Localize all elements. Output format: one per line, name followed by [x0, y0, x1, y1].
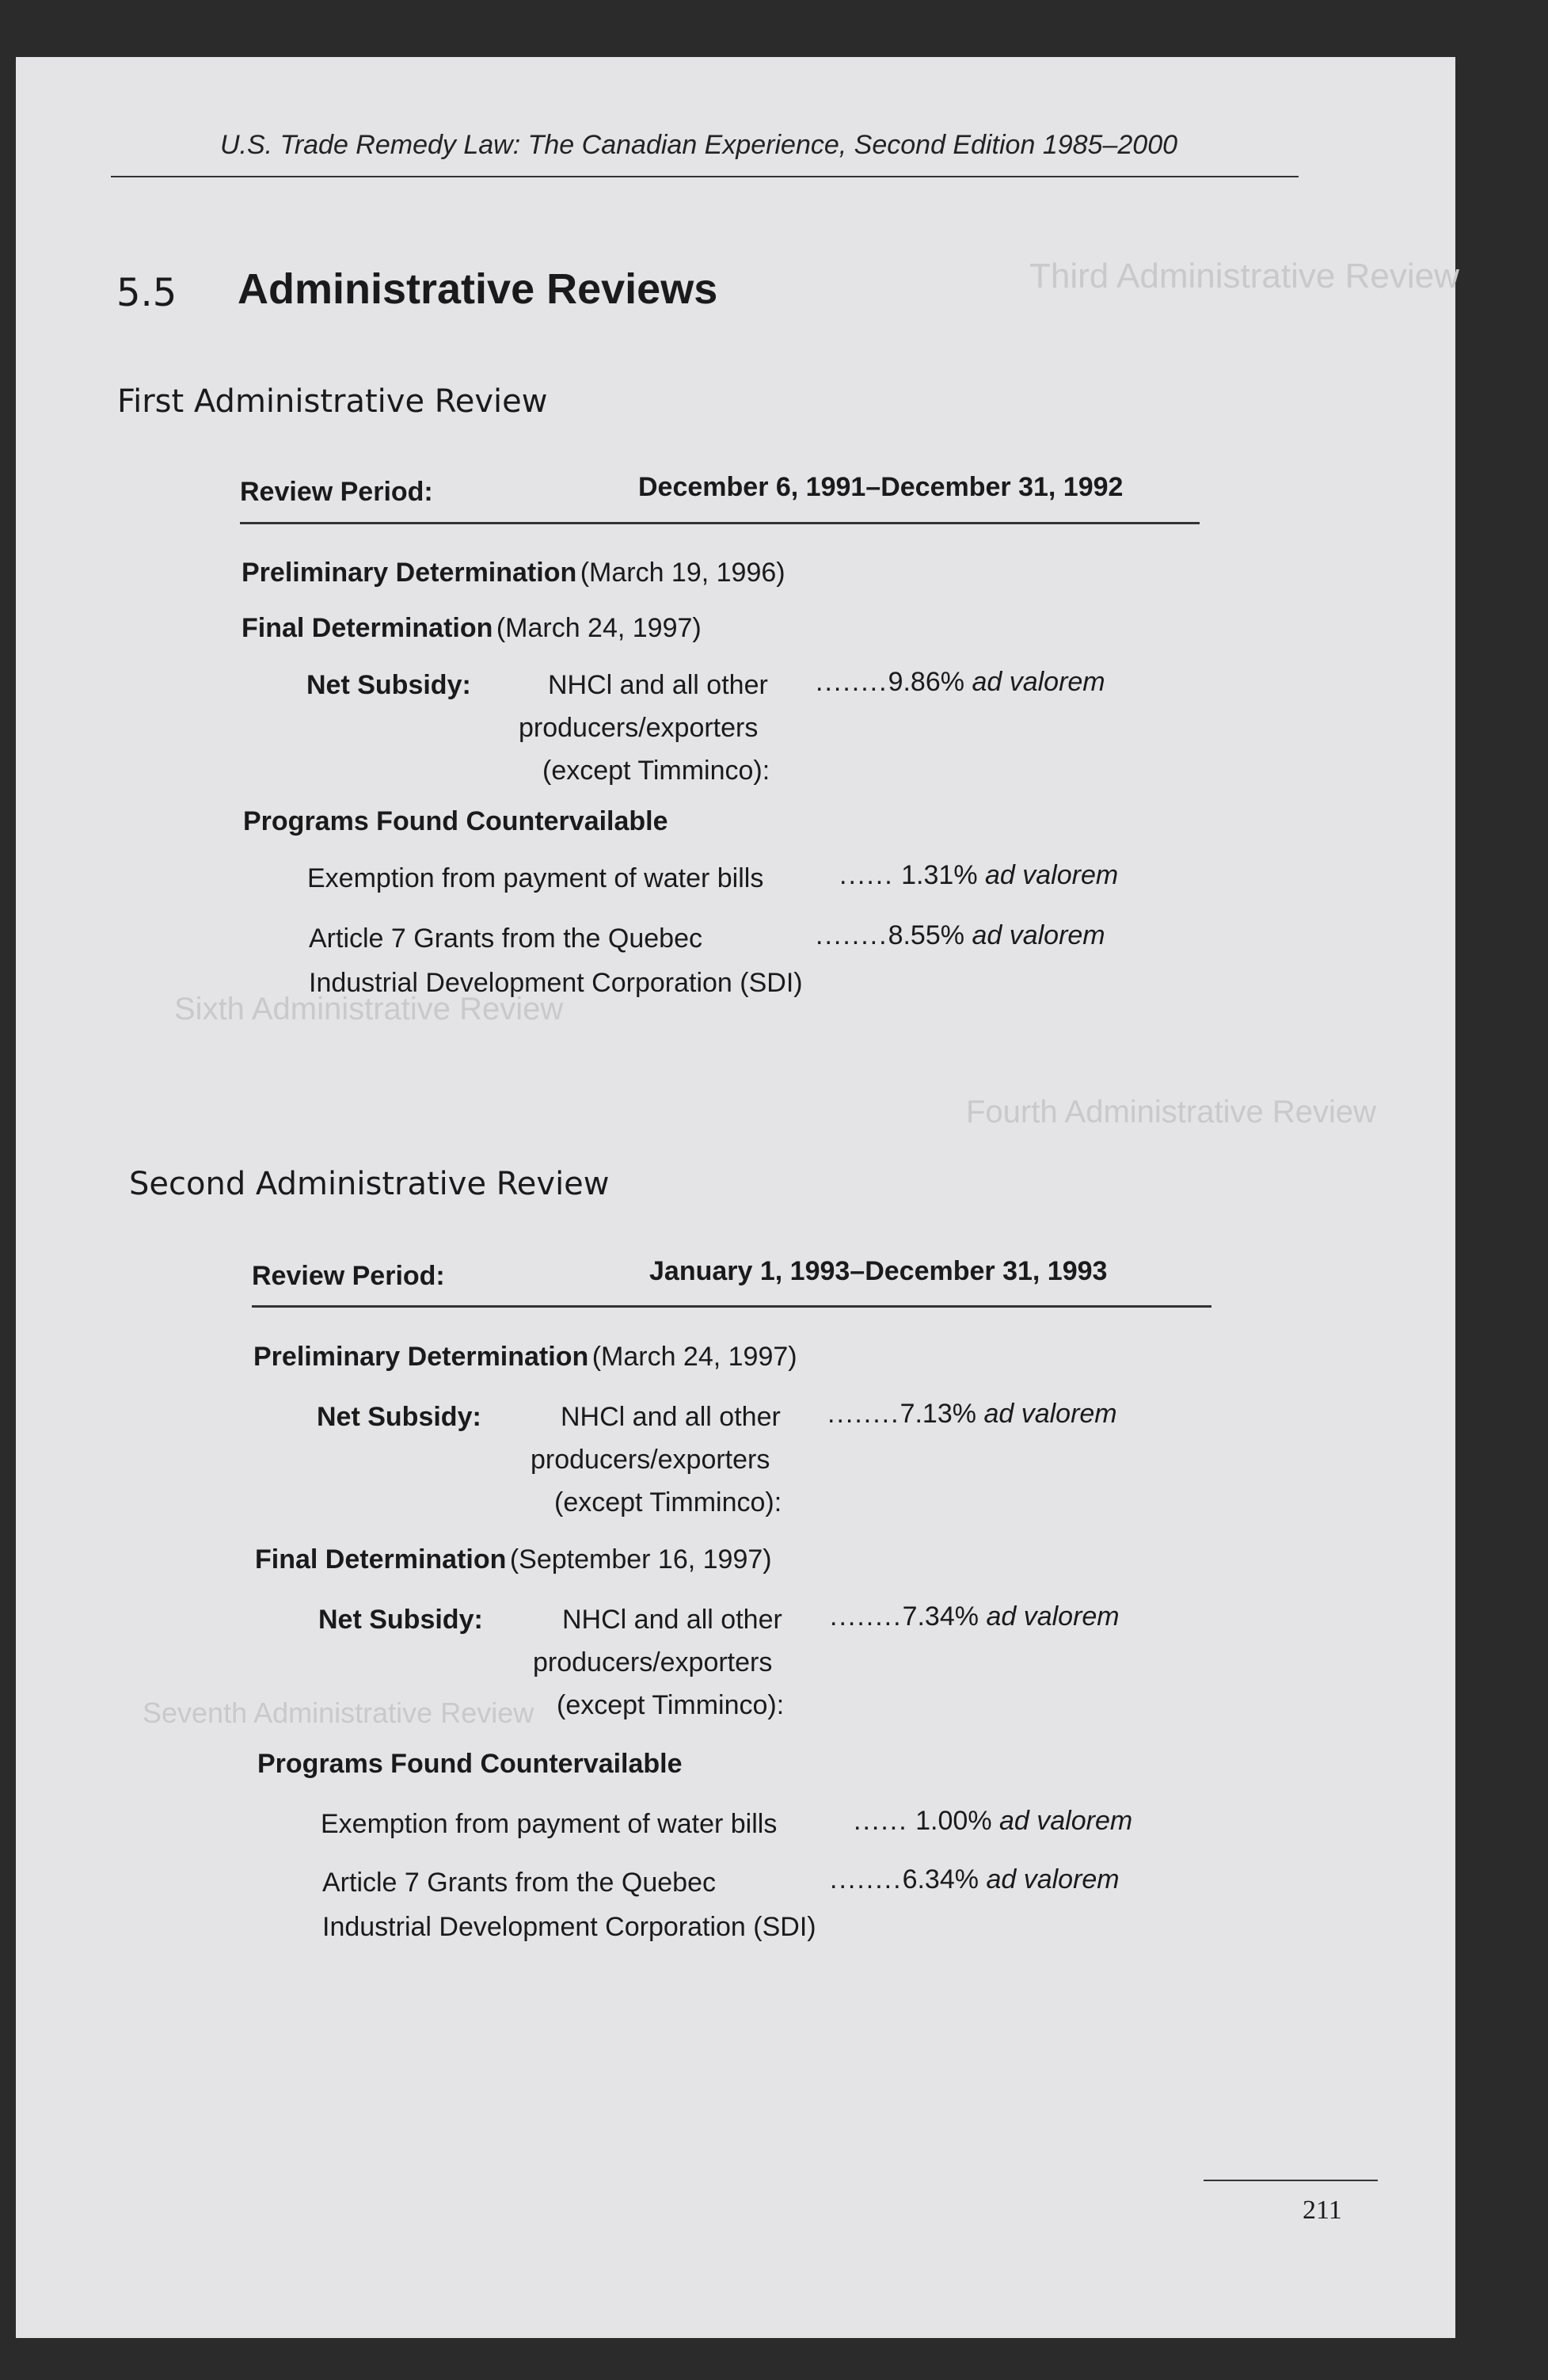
prog1-rate: 1.00%: [915, 1806, 992, 1836]
first-net-rate-line: [816, 667, 1105, 698]
show-through-text: Seventh Administrative Review: [143, 1696, 534, 1729]
prelim-date: (March 24, 1997): [591, 1342, 797, 1372]
second-final-determination: [255, 1544, 772, 1575]
second-review-period-label: Review Period:: [252, 1261, 445, 1291]
first-programs-label: Programs Found Countervailable: [243, 806, 668, 836]
ad-valorem: ad valorem: [972, 920, 1105, 950]
dot-leader: ........: [816, 920, 888, 950]
footer-rule: [1204, 2180, 1378, 2181]
dot-leader: ......: [854, 1806, 908, 1836]
prog1-rate: 1.31%: [901, 860, 978, 890]
first-final-determination: [242, 613, 702, 644]
second-prog1-rate-line: [854, 1806, 1132, 1837]
first-net-subsidy-label: Net Subsidy:: [306, 670, 471, 700]
book-page: [16, 57, 1459, 2338]
final-date: (March 24, 1997): [496, 613, 702, 643]
show-through-text: Third Administrative Review: [1029, 257, 1459, 295]
ad-valorem: ad valorem: [986, 1601, 1120, 1632]
second-prelim-net-line2: producers/exporters: [531, 1445, 770, 1475]
second-prog1-name: Exemption from payment of water bills: [321, 1809, 778, 1839]
ad-valorem: ad valorem: [999, 1806, 1133, 1836]
final-date: (September 16, 1997): [509, 1544, 772, 1575]
dot-leader: ........: [827, 1399, 900, 1429]
second-prelim-net-line1: NHCl and all other: [561, 1402, 781, 1432]
first-prelim-determination: [242, 558, 785, 588]
first-review-period: December 6, 1991–December 31, 1992: [638, 472, 1124, 502]
second-prog2-line2: Industrial Development Corporation (SDI): [322, 1912, 816, 1942]
second-review-period: January 1, 1993–December 31, 1993: [649, 1256, 1108, 1286]
first-review-period-rule: [240, 522, 1200, 524]
first-net-line2: producers/exporters: [519, 713, 759, 743]
first-prog1-name: Exemption from payment of water bills: [307, 863, 764, 893]
page-number: 211: [1303, 2195, 1342, 2225]
first-review-period-label: Review Period:: [240, 477, 433, 507]
final-label: Final Determination: [242, 613, 493, 643]
second-programs-label: Programs Found Countervailable: [257, 1749, 683, 1779]
second-final-net-line1: NHCl and all other: [562, 1605, 782, 1635]
second-final-net-label: Net Subsidy:: [318, 1605, 483, 1635]
first-prog2-line2: Industrial Development Corporation (SDI): [309, 968, 803, 998]
net-rate: 7.13%: [900, 1399, 976, 1429]
show-through-text: Fourth Administrative Review: [966, 1095, 1376, 1129]
show-through-text: Sixth Administrative Review: [174, 992, 564, 1026]
second-prog2-name: Article 7 Grants from the Quebec: [322, 1868, 716, 1898]
second-final-net-rate-line: [830, 1601, 1120, 1632]
prog2-rate: 8.55%: [888, 920, 964, 950]
second-prog2-rate-line: [830, 1864, 1120, 1895]
second-prelim-net-line3: (except Timminco):: [554, 1487, 782, 1517]
second-review-period-rule: [252, 1305, 1211, 1308]
dot-leader: ........: [816, 667, 888, 697]
running-head: U.S. Trade Remedy Law: The Canadian Experience, Second Edition 1985–2000: [220, 130, 1178, 160]
prelim-date: (March 19, 1996): [580, 558, 785, 588]
dot-leader: ........: [830, 1864, 903, 1894]
second-prelim-net-rate-line: [827, 1399, 1117, 1430]
first-net-line1: NHCl and all other: [548, 670, 768, 700]
prelim-label: Preliminary Determination: [253, 1342, 589, 1372]
ad-valorem: ad valorem: [986, 1864, 1120, 1894]
first-prog1-rate-line: [839, 860, 1118, 891]
second-final-net-line2: producers/exporters: [533, 1647, 773, 1677]
ad-valorem: ad valorem: [983, 1399, 1117, 1429]
section-title: Administrative Reviews: [238, 265, 718, 313]
first-prog2-rate-line: [816, 920, 1105, 951]
net-rate: 7.34%: [902, 1601, 979, 1632]
second-final-net-line3: (except Timminco):: [557, 1690, 785, 1720]
section-number: 5.5: [116, 271, 177, 315]
ad-valorem: ad valorem: [985, 860, 1119, 890]
net-rate: 9.86%: [888, 667, 964, 697]
second-prelim-net-label: Net Subsidy:: [317, 1402, 481, 1432]
dot-leader: ......: [839, 860, 894, 890]
ad-valorem: ad valorem: [972, 667, 1105, 697]
header-rule: [111, 176, 1299, 177]
prog2-rate: 6.34%: [902, 1864, 979, 1894]
first-prog2-name: Article 7 Grants from the Quebec: [309, 923, 702, 954]
second-prelim-determination: [253, 1342, 797, 1373]
final-label: Final Determination: [255, 1544, 507, 1575]
first-review-title: First Administrative Review: [117, 383, 548, 420]
first-net-line3: (except Timminco):: [542, 756, 770, 786]
second-review-title: Second Administrative Review: [129, 1166, 610, 1202]
dot-leader: ........: [830, 1601, 903, 1632]
prelim-label: Preliminary Determination: [242, 558, 577, 588]
